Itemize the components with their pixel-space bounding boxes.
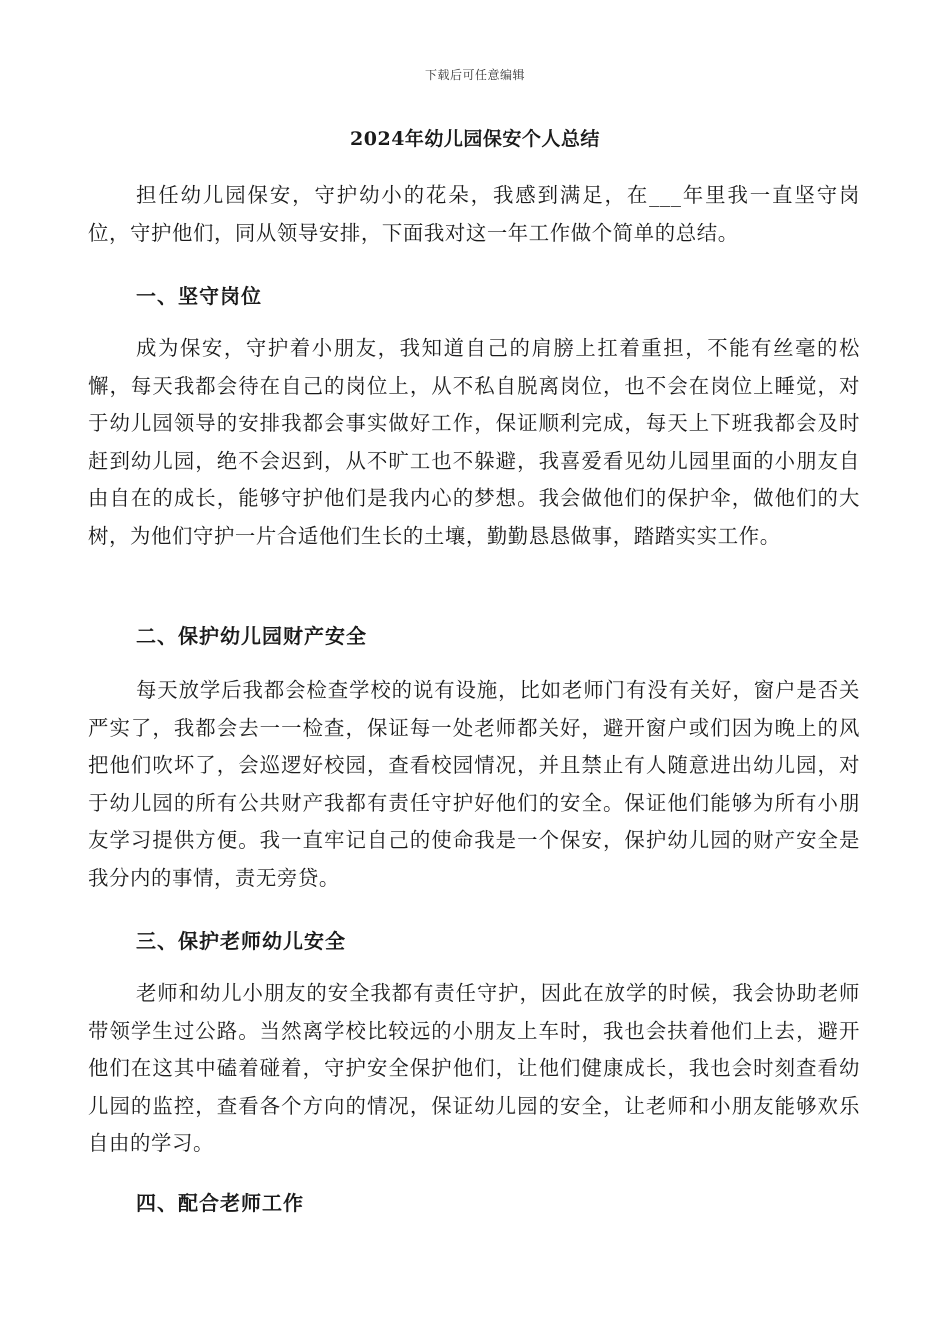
intro-paragraph [88,177,860,252]
section-heading-2: 二、保护幼儿园财产安全 [136,624,367,648]
section-text-1: 成为保安，守护着小朋友，我知道自己的肩膀上扛着重担，不能有丝毫的松懈，每天我都会待在自己的岗位上，从不私自脱离岗位，也不会在岗位上睡觉，对于幼儿园领导的安排我都会事实做好工作，保证顺利完成，每天上下班我都会及时赶到幼儿园，绝不会迟到，从不旷工也不躲避，我喜爱看见幼儿园里面的小朋友自由自在的成长，能够守护他们是我内心的梦想。我会做他们的保护伞，做他们的大树，为他们守护一片合适他们生长的土壤，勤勤恳恳做事，踏踏实实工作。 [88,336,860,548]
section-heading-1: 一、坚守岗位 [136,284,262,308]
section-body-3 [88,975,860,1163]
section-body-2 [88,672,860,897]
section-heading-4: 四、配合老师工作 [136,1191,304,1215]
section-body-1 [88,330,860,555]
document-title: 2024年幼儿园保安个人总结 [350,128,600,150]
section-text-2: 每天放学后我都会检查学校的说有设施，比如老师门有没有关好，窗户是否关严实了，我都会去一一检查，保证每一处老师都关好，避开窗户或们因为晚上的风把他们吹坏了，会巡逻好校园，查看校园情况，并且禁止有人随意进出幼儿园，对于幼儿园的所有公共财产我都有责任守护好他们的安全。保证他们能够为所有小朋友学习提供方便。我一直牢记自己的使命我是一个保安，保护幼儿园的财产安全是我分内的事情，责无旁贷。 [88,678,860,890]
section-heading-3: 三、保护老师幼儿安全 [136,929,346,953]
header-note: 下载后可任意编辑 [424,68,525,82]
intro-text: 担任幼儿园保安，守护幼小的花朵，我感到满足，在___年里我一直坚守岗位，守护他们，同从领导安排，下面我对这一年工作做个简单的总结。 [88,183,860,245]
section-text-3: 老师和幼儿小朋友的安全我都有责任守护，因此在放学的时候，我会协助老师带领学生过公路。当然离学校比较远的小朋友上车时，我也会扶着他们上去，避开他们在这其中磕着碰着，守护安全保护他们，让他们健康成长，我也会时刻查看幼儿园的监控，查看各个方向的情况，保证幼儿园的安全，让老师和小朋友能够欢乐自由的学习。 [88,981,860,1155]
